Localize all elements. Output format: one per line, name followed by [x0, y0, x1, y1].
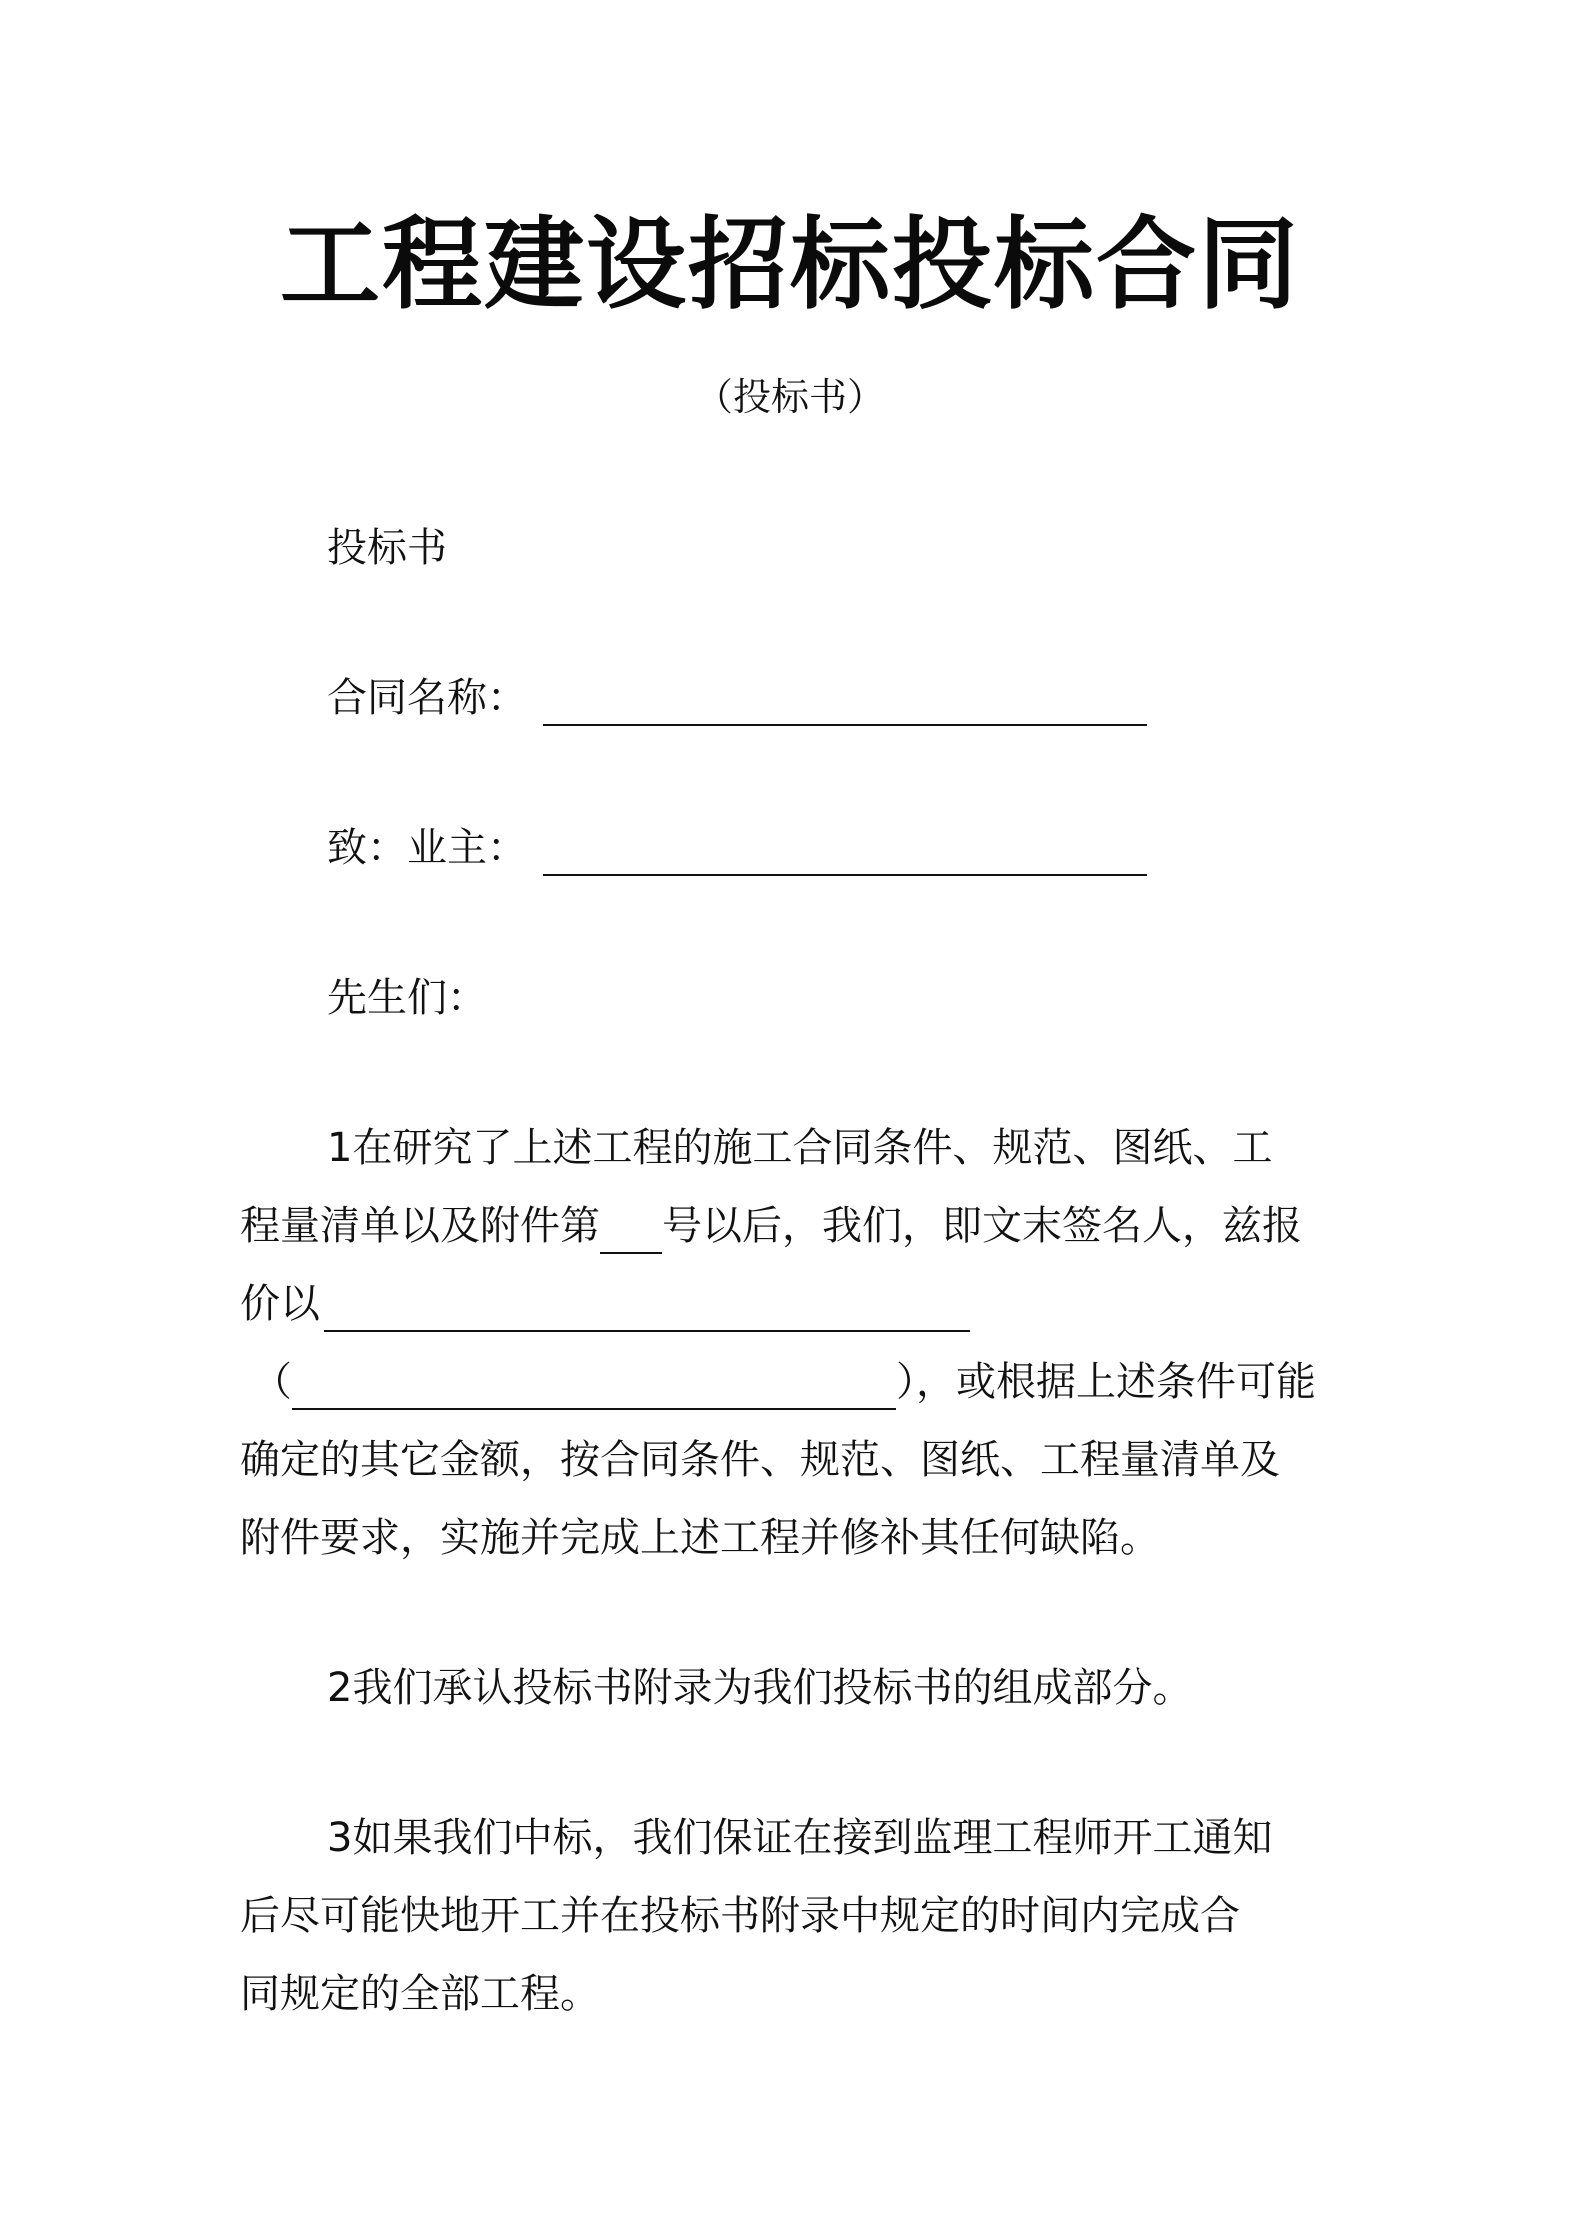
para1-line2: [240, 1198, 1302, 1254]
para1-line4-rest: ），或根据上述条件可能: [896, 1359, 1316, 1405]
para1-line5: 确定的其它金额，按合同条件、规范、图纸、工程量清单及: [240, 1437, 1280, 1483]
owner-row: [327, 820, 1147, 876]
contract-name-label: 合同名称：: [327, 675, 527, 721]
para1-line6: 附件要求，实施并完成上述工程并修补其任何缺陷。: [240, 1515, 1160, 1561]
document-title: 工程建设招标投标合同: [280, 206, 1300, 323]
price-label: 价以: [240, 1281, 320, 1327]
section-heading: 投标书: [327, 525, 447, 571]
para1-line2a: 程量清单以及附件第: [240, 1203, 600, 1249]
amount-words-blank: [292, 1368, 896, 1410]
para3-line3: 同规定的全部工程。: [240, 1971, 600, 2017]
para2: 2我们承认投标书附录为我们投标书的组成部分。: [327, 1665, 1193, 1711]
attachment-number-blank: [600, 1212, 662, 1254]
para1-line1: 1在研究了上述工程的施工合同条件、规范、图纸、工: [327, 1125, 1273, 1171]
price-blank: [324, 1290, 970, 1332]
para1-line2b: 号以后，我们，即文末签名人，兹报: [662, 1203, 1302, 1249]
owner-label: 致：业主：: [327, 825, 527, 871]
contract-name-blank: [543, 684, 1147, 726]
para1-line4: [252, 1354, 1316, 1410]
document-subtitle: （投标书）: [694, 375, 885, 419]
para3-line1: 3如果我们中标，我们保证在接到监理工程师开工通知: [327, 1815, 1273, 1861]
para3-line2: 后尽可能快地开工并在投标书附录中规定的时间内完成合: [240, 1893, 1240, 1939]
para1-line3: [240, 1276, 970, 1332]
contract-name-row: [327, 670, 1147, 726]
salutation: 先生们：: [327, 975, 487, 1021]
owner-blank: [543, 834, 1147, 876]
paren-open: （: [252, 1359, 292, 1405]
